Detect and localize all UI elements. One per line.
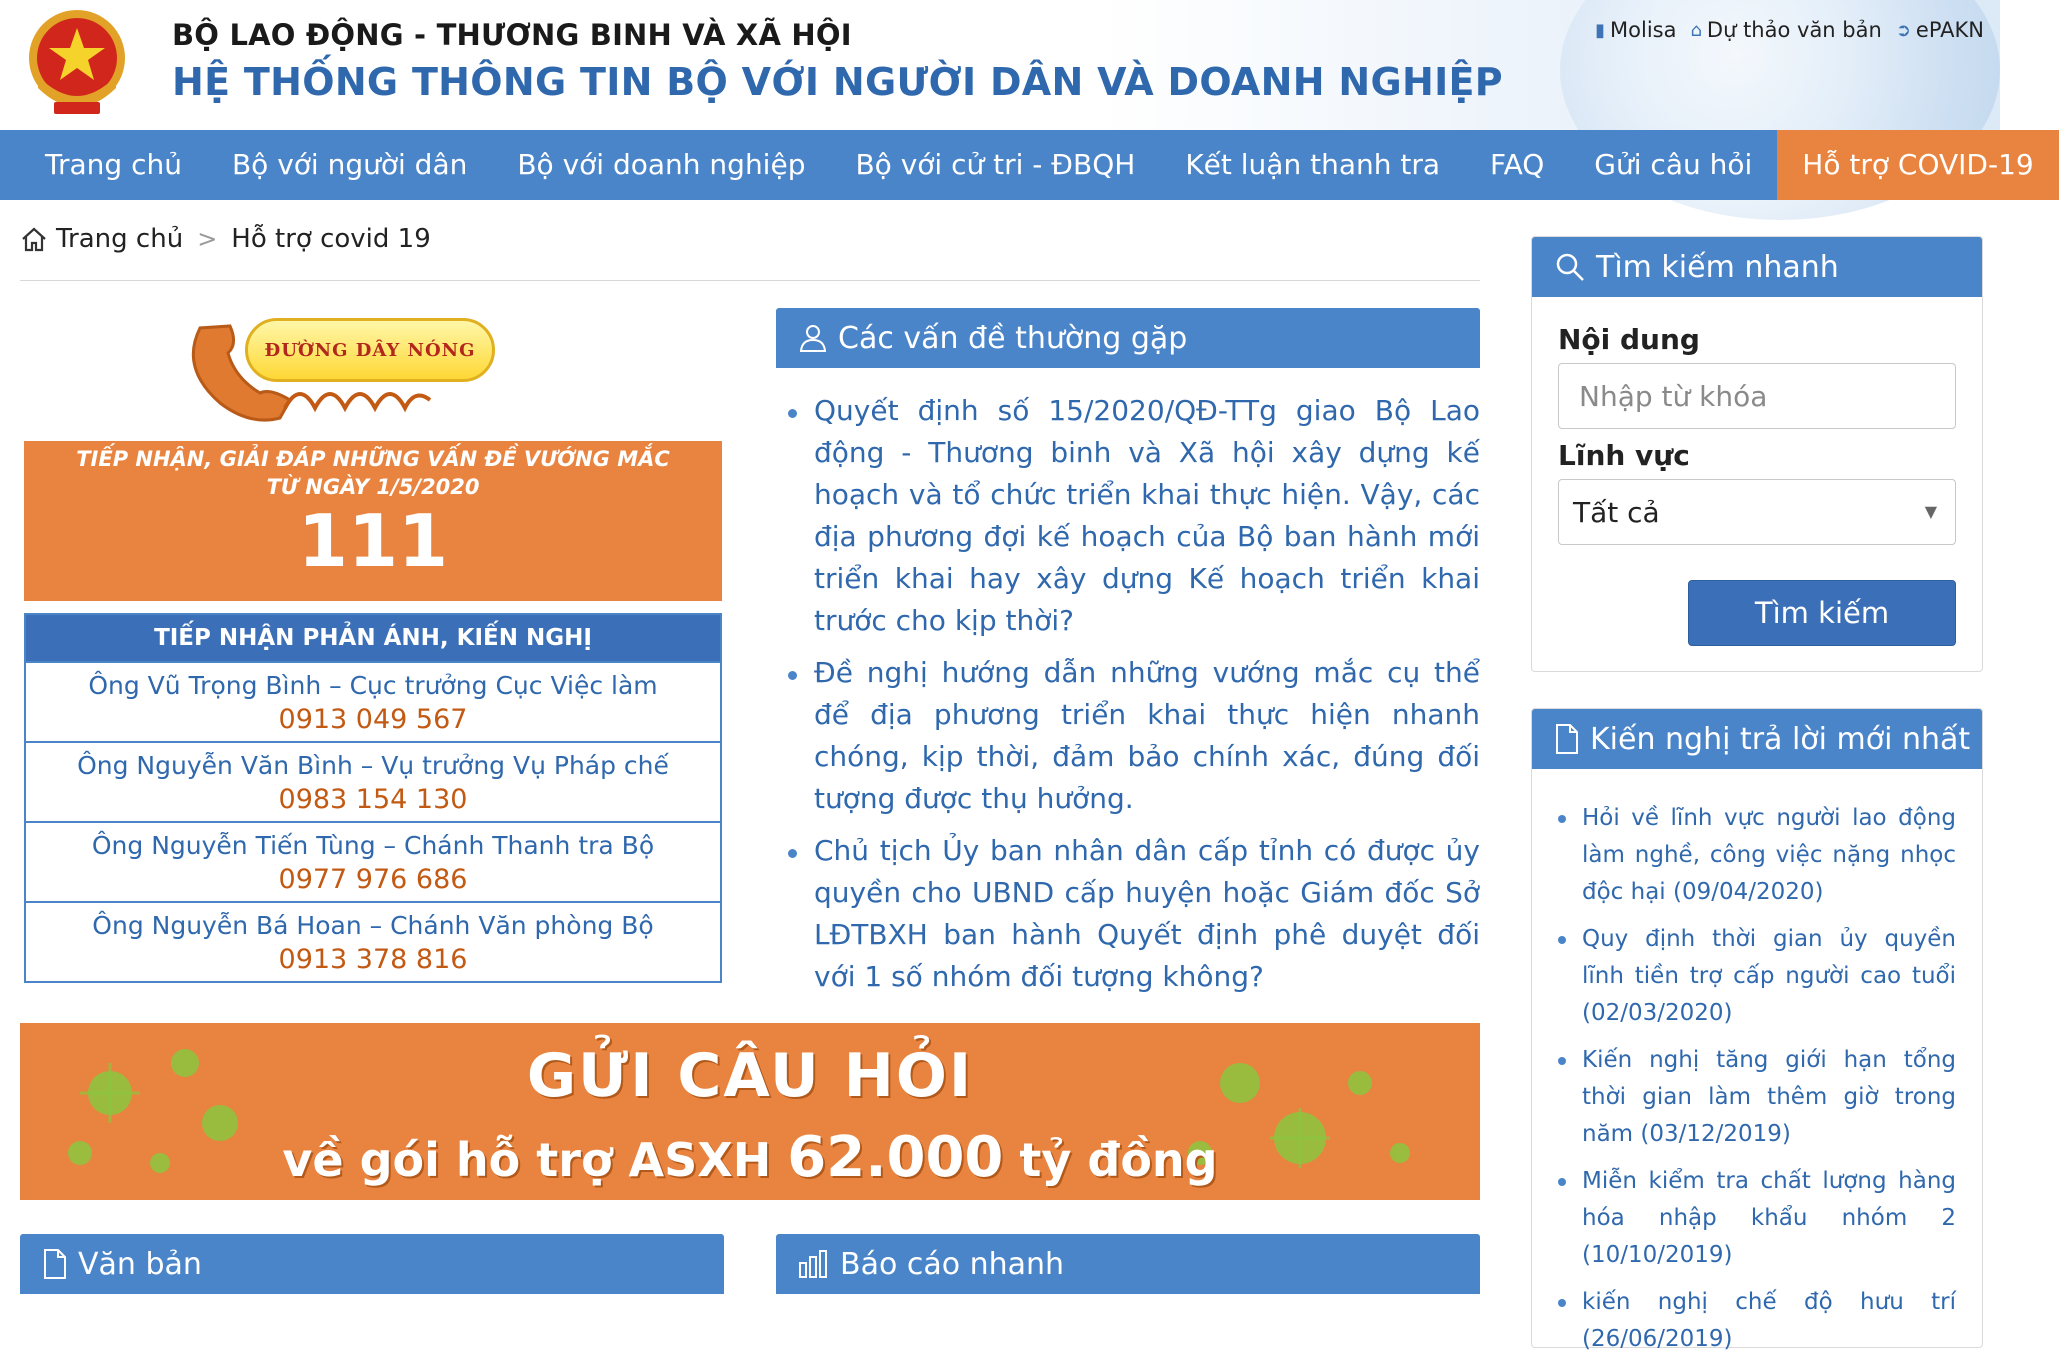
latest-answer-item[interactable]: Hỏi về lĩnh vực người lao động làm nghề, công việc nặng nhọc độc hại (09/04/2020) [1558,800,1956,911]
top-link-molisa[interactable] [1595,18,1676,42]
top-link-label: Dự thảo văn bản [1706,18,1882,42]
latest-answer-item[interactable]: Quy định thời gian ủy quyền lĩnh tiền trợ cấp người cao tuổi (02/03/2020) [1558,921,1956,1032]
top-link-draft-documents[interactable] [1690,18,1881,42]
documents-header[interactable] [20,1234,724,1294]
main-nav [0,130,2034,200]
contact-row [26,901,720,981]
hotline-box [24,441,722,601]
documents-title: Văn bản [78,1246,202,1282]
breadcrumb-divider [20,280,1480,281]
sign-in-icon: ➲ [1895,19,1911,41]
hotline-badge: ĐƯỜNG DÂY NÓNG [245,318,495,382]
contact-name: Ông Nguyễn Bá Hoan – Chánh Văn phòng Bộ [92,911,654,940]
contact-phone: 0913 378 816 [278,944,468,975]
latest-answer-item[interactable]: Miễn kiểm tra chất lượng hàng hóa nhập khẩu nhóm 2 (10/10/2019) [1558,1163,1956,1274]
home-icon [20,225,48,253]
send-question-banner[interactable] [20,1023,1480,1200]
nav-item-citizens[interactable]: Bộ với người dân [231,148,468,181]
search-icon [1554,251,1586,283]
breadcrumb-home-link[interactable]: Trang chủ [56,224,184,254]
latest-answers-title: Kiến nghị trả lời mới nhất [1590,721,1971,757]
hotline-start-date: TỪ NGÀY 1/5/2020 [266,475,480,499]
site-header [0,0,2000,130]
caret-down-icon: ▼ [1924,502,1937,521]
top-link-epakn[interactable] [1896,18,1984,42]
contact-phone: 0913 049 567 [278,704,468,735]
book-icon: ▮ [1595,19,1606,41]
hotline-number: 111 [297,499,449,583]
field-select[interactable] [1558,479,1956,545]
field-label: Lĩnh vực [1558,439,1690,472]
faq-header [776,308,1480,368]
contact-row [26,741,720,821]
banner-subline-prefix: về gói hỗ trợ ASXH [282,1133,788,1187]
hotline-description: TIẾP NHẬN, GIẢI ĐÁP NHỮNG VẤN ĐỀ VƯỚNG MẮC [76,447,670,471]
field-select-value: Tất cả [1573,495,1660,529]
contact-table [24,613,722,983]
breadcrumb [20,224,431,254]
bar-chart-icon [798,1249,830,1279]
contact-row [26,661,720,741]
contact-table-title: TIẾP NHẬN PHẢN ÁNH, KIẾN NGHỊ [26,615,720,661]
system-title: HỆ THỐNG THÔNG TIN BỘ VỚI NGƯỜI DÂN VÀ DOANH NGHIỆP [172,60,1503,104]
search-button[interactable]: Tìm kiếm [1688,580,1956,646]
nav-item-send-question[interactable]: Gửi câu hỏi [1594,148,1753,181]
ministry-name: BỘ LAO ĐỘNG - THƯƠNG BINH VÀ XÃ HỘI [172,18,852,52]
faq-item[interactable]: Đề nghị hướng dẫn những vướng mắc cụ thể để địa phương triển khai thực hiện nhanh chóng, kịp thời, đảm bảo chính xác, đúng đối tượng được thụ hưởng. [782,652,1480,820]
document-icon [1554,723,1580,755]
contact-phone: 0983 154 130 [278,784,468,815]
national-emblem-logo[interactable] [24,6,130,124]
content-label: Nội dung [1558,323,1700,356]
faq-item[interactable]: Chủ tịch Ủy ban nhân dân cấp tỉnh có được ủy quyền cho UBND cấp huyện hoặc Giám đốc Sở LĐTBXH ban hành Quyết định phê duyệt đối với 1 số nhóm đối tượng không? [782,830,1480,998]
banner-headline: GỬI CÂU HỎI [526,1041,974,1111]
faq-list [782,390,1480,1008]
top-links [1595,18,1984,42]
contact-name: Ông Nguyễn Văn Bình – Vụ trưởng Vụ Pháp chế [77,751,669,780]
latest-answer-item[interactable]: kiến nghị chế độ hưu trí (26/06/2019) [1558,1284,1956,1358]
nav-item-covid-support[interactable]: Hỗ trợ COVID-19 [1777,130,2058,200]
nav-item-home[interactable]: Trang chủ [45,148,182,181]
document-icon [42,1248,68,1280]
faq-item[interactable]: Quyết định số 15/2020/QĐ-TTg giao Bộ Lao động - Thương binh và Xã hội xây dựng kế hoạch và tổ chức triển khai thực hiện. Vậy, các địa phương đợi kế hoạch của Bộ ban hành mới triển khai hay xây dựng Kế hoạch triển khai trước cho kịp thời? [782,390,1480,642]
latest-answers-header [1532,709,1982,769]
latest-answers-list [1558,800,1956,1368]
reports-title: Báo cáo nhanh [840,1246,1065,1282]
user-icon [798,323,828,353]
faq-title: Các vấn đề thường gặp [838,320,1188,356]
contact-name: Ông Nguyễn Tiến Tùng – Chánh Thanh tra Bộ [91,831,655,860]
banner-amount: 62.000 [787,1125,1004,1190]
banner-subline [20,1125,1480,1190]
nav-item-voters[interactable]: Bộ với cử tri - ĐBQH [855,148,1136,181]
banner-subline-suffix: tỷ đồng [1003,1133,1218,1187]
home-icon: ⌂ [1690,19,1702,41]
top-link-label: Molisa [1610,18,1677,42]
breadcrumb-separator: > [197,225,218,253]
quick-search-title: Tìm kiếm nhanh [1596,249,1839,285]
keyword-input[interactable] [1558,363,1956,429]
contact-phone: 0977 976 686 [278,864,468,895]
nav-item-faq[interactable]: FAQ [1490,148,1545,181]
breadcrumb-current: Hỗ trợ covid 19 [231,224,431,254]
nav-item-inspection[interactable]: Kết luận thanh tra [1185,148,1441,181]
quick-search-header [1532,237,1982,297]
contact-row [26,821,720,901]
contact-name: Ông Vũ Trọng Bình – Cục trưởng Cục Việc làm [88,671,658,700]
reports-header[interactable] [776,1234,1480,1294]
top-link-label: ePAKN [1915,18,1984,42]
latest-answer-item[interactable]: Kiến nghị tăng giới hạn tổng thời gian làm thêm giờ trong năm (03/12/2019) [1558,1042,1956,1153]
nav-item-businesses[interactable]: Bộ với doanh nghiệp [517,148,806,181]
